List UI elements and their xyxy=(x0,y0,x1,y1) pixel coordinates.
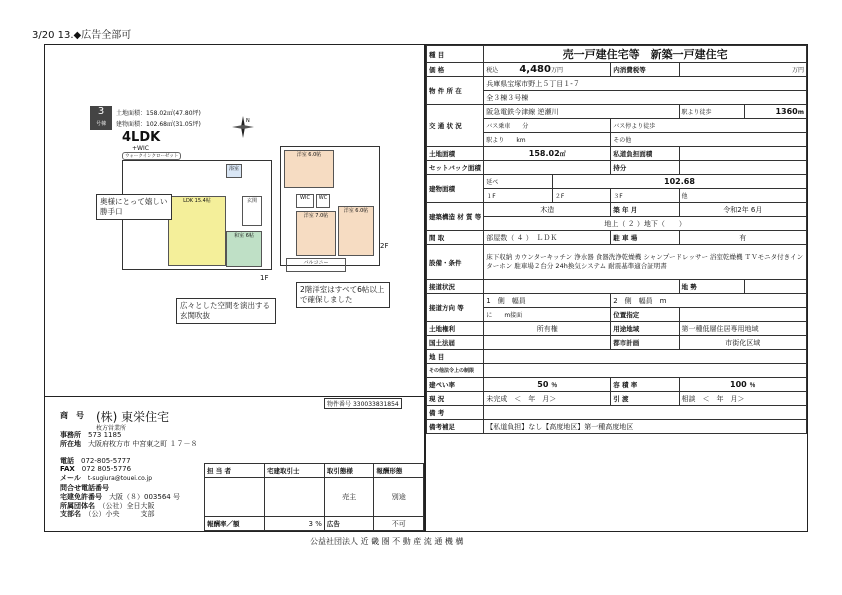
svg-text:N: N xyxy=(246,118,250,124)
land-area: 158.02 xyxy=(528,149,560,158)
yoshitsu-3: 洋室 6.0帖 xyxy=(338,206,374,256)
washitsu-room: 和室 6帖 xyxy=(226,231,262,267)
shogo-label: 商 号 xyxy=(60,411,84,420)
location: 兵庫県宝塚市野上５丁目１-７ xyxy=(484,77,807,91)
building-number: 3 xyxy=(97,106,105,117)
bukken-number: 物件番号 330033831854 xyxy=(324,398,402,409)
callout-2f-rooms: 2階洋室はすべて6帖以上で確保しました xyxy=(296,282,390,308)
yoshitsu-1: 洋室 6.0帖 xyxy=(284,150,334,188)
price-value: 4,480 xyxy=(519,64,551,75)
wic: WIC xyxy=(296,194,314,208)
wc: WC xyxy=(316,194,330,208)
floor1-label: 1F xyxy=(260,274,269,282)
closet-note: ウォークインクローゼット xyxy=(122,152,181,160)
footer-org: 公益社団法人 近 畿 圏 不 動 産 流 通 機 構 xyxy=(310,537,464,546)
bath-room: 浴室 xyxy=(226,164,242,178)
callout-entrance: 広々とした空間を演出する玄関吹抜 xyxy=(176,298,276,324)
land-area-note: 土地面積：158.02㎡(47.80坪) xyxy=(116,110,201,117)
callout-kitchen-door: 奥様にとって嬉しい勝手口 xyxy=(96,194,172,220)
building-area-note: 建物面積：102.68㎡(31.05坪) xyxy=(116,121,201,128)
building-area: 102.68 xyxy=(552,175,806,189)
company-branch: 枚方営業所 xyxy=(96,425,127,432)
company-details: 事務所 573 1185 所在地 大阪府枚方市 中宮東之町 １７－８ 電話 072-805-5777 FAX 072 805-5776 メール t-sugiura@touei.co.jp 問合せ電話番号 宅建免許番号 大阪（８）003564 号 所属団体名 （公社）全日大阪 支部名 （公）小央 支部 xyxy=(60,431,198,519)
genkan: 玄関 xyxy=(242,196,262,226)
compass-icon xyxy=(232,116,254,138)
ldk-room: LDK 15.4帖 xyxy=(168,196,226,266)
yoshitsu-2: 洋室 7.0帖 xyxy=(296,211,336,256)
page-header: 3/20 13.◆広告全部可 xyxy=(32,30,132,41)
layout-sub: +WIC xyxy=(132,145,149,152)
layout-label: 4LDK xyxy=(122,130,161,145)
property-info-table: 種 目 売一戸建住宅等 新築一戸建住宅 価 格 税込 4,480万円 内消費税等 万円 物 件 所 在 兵庫県宝塚市野上５丁目１-７ 全３棟３号棟 交 通 状 況 阪急電鉄今津線 逆瀬川 駅より徒歩 1360m バス乗車 分 バス停より徒歩 駅より km その他 土地面積 158.02㎡ 私道負担面積 セットバック面積 持分 建物面積 延べ 102.68 １F ２F ３F 他 建築構造 材 質 等 木造 築 年 月 令和2年 6月 地上（ ２ ）地下（ ） 間 取 部屋数（ ４ ） ＬＤＫ 駐 車 場 有 設備・条件 床下収納 カウンターキッチン 浄水器 食器洗浄乾燥機 シャンプードレッサー 浴室乾燥機 ＴＶモニタ付きインターホン 駐車場２台分 24h換気システム 耐震基準適合証明書 接道状況 地 勢 接道方向 等 1 側 幅員 2 側 幅員 m に m接面 位置指定 土地権利 所有権 用途地域 第一種低層住居専用地域 国土法届 都市計画 市街化区域 地 目 その他法令上の制限 建ぺい率 50 ％ 容 積 率 100 ％ 現 況 未完成 ＜ 年 月＞ 引 渡 相談 ＜ 年 月＞ 備 考 備考補足 【私道負担】なし【高度地区】第一種高度地区 xyxy=(426,45,807,434)
equipment: 床下収納 カウンターキッチン 浄水器 食器洗浄乾燥機 シャンプードレッサー 浴室乾燥機 ＴＶモニタ付きインターホン 駐車場２台分 24h換気システム 耐震基準適合証明書 xyxy=(484,245,807,280)
property-type: 売一戸建住宅等 新築一戸建住宅 xyxy=(484,46,807,63)
floor-plan: 3 号棟 土地面積：158.02㎡(47.80坪) 建物面積：102.68㎡(31.05坪) 4LDK +WIC ウォークインクローゼット N LDK 15.4帖 和室 6帖 浴室 玄関 1F 洋室 6.0帖 洋室 7.0帖 洋室 6.0帖 WIC WC バルコニー 2F 奥様にとって嬉しい勝手口 広々とした空間を演出する玄関吹抜 2階洋室はすべて6帖以上で確保しました xyxy=(46,46,408,394)
floor2-label: 2F xyxy=(380,242,389,250)
staff-table: 担 当 者 宅建取引士 取引態様 報酬形態 売主 別途 報酬率／額 3 % 広告 不可 xyxy=(204,463,424,531)
balcony: バルコニー xyxy=(286,258,346,272)
company-name: (株) 東栄住宅 xyxy=(96,410,170,424)
